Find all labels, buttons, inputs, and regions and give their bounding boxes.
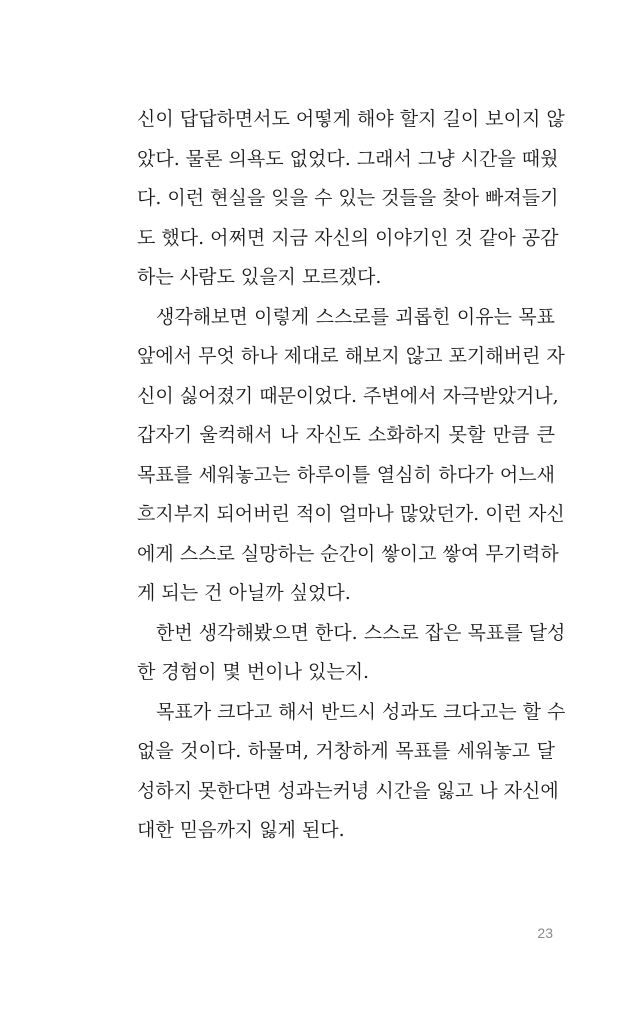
- text-line: 앞에서 무엇 하나 제대로 해보지 않고 포기해버린 자: [137, 345, 565, 367]
- text-line: 갑자기 울컥해서 나 자신도 소화하지 못할 만큼 큰: [137, 424, 555, 446]
- page-number: 23: [537, 925, 553, 941]
- text-line: 았다. 물론 의욕도 없었다. 그래서 그냥 시간을 때웠: [137, 147, 559, 170]
- text-line: 에게 스스로 실망하는 순간이 쌓이고 쌓여 무기력하: [137, 542, 559, 565]
- text-line: 한번 생각해봤으면 한다. 스스로 잡은 목표를 달성: [156, 621, 566, 644]
- text-line: 생각해보면 이렇게 스스로를 괴롭힌 이유는 목표: [156, 305, 555, 328]
- text-line: 게 되는 건 아닐까 싶었다.: [137, 582, 351, 604]
- text-line: 하는 사람도 있을지 모르겠다.: [137, 266, 382, 288]
- body-text: [137, 100, 566, 851]
- text-line: 도 했다. 어쩌면 지금 자신의 이야기인 것 같아 공감: [137, 226, 559, 249]
- text-line: 목표를 세워놓고는 하루이틀 열심히 하다가 어느새: [137, 463, 555, 486]
- text-line: 한 경험이 몇 번이나 있는지.: [137, 661, 370, 683]
- text-line: 흐지부지 되어버린 적이 얼마나 많았던가. 이런 자신: [137, 503, 565, 525]
- text-line: 다. 이런 현실을 잊을 수 있는 것들을 찾아 빠져들기: [137, 187, 559, 209]
- text-line: 없을 것이다. 하물며, 거창하게 목표를 세워놓고 달: [137, 740, 555, 762]
- text-line: 목표가 크다고 해서 반드시 성과도 크다고는 할 수: [156, 700, 566, 723]
- text-line: 신이 싫어졌기 때문이었다. 주변에서 자극받았거나,: [137, 384, 559, 407]
- text-line: 신이 답답하면서도 어떻게 해야 할지 길이 보이지 않: [137, 108, 565, 130]
- text-line: 성하지 못한다면 성과는커녕 시간을 잃고 나 자신에: [137, 779, 559, 802]
- text-line: 대한 믿음까지 잃게 된다.: [137, 819, 345, 841]
